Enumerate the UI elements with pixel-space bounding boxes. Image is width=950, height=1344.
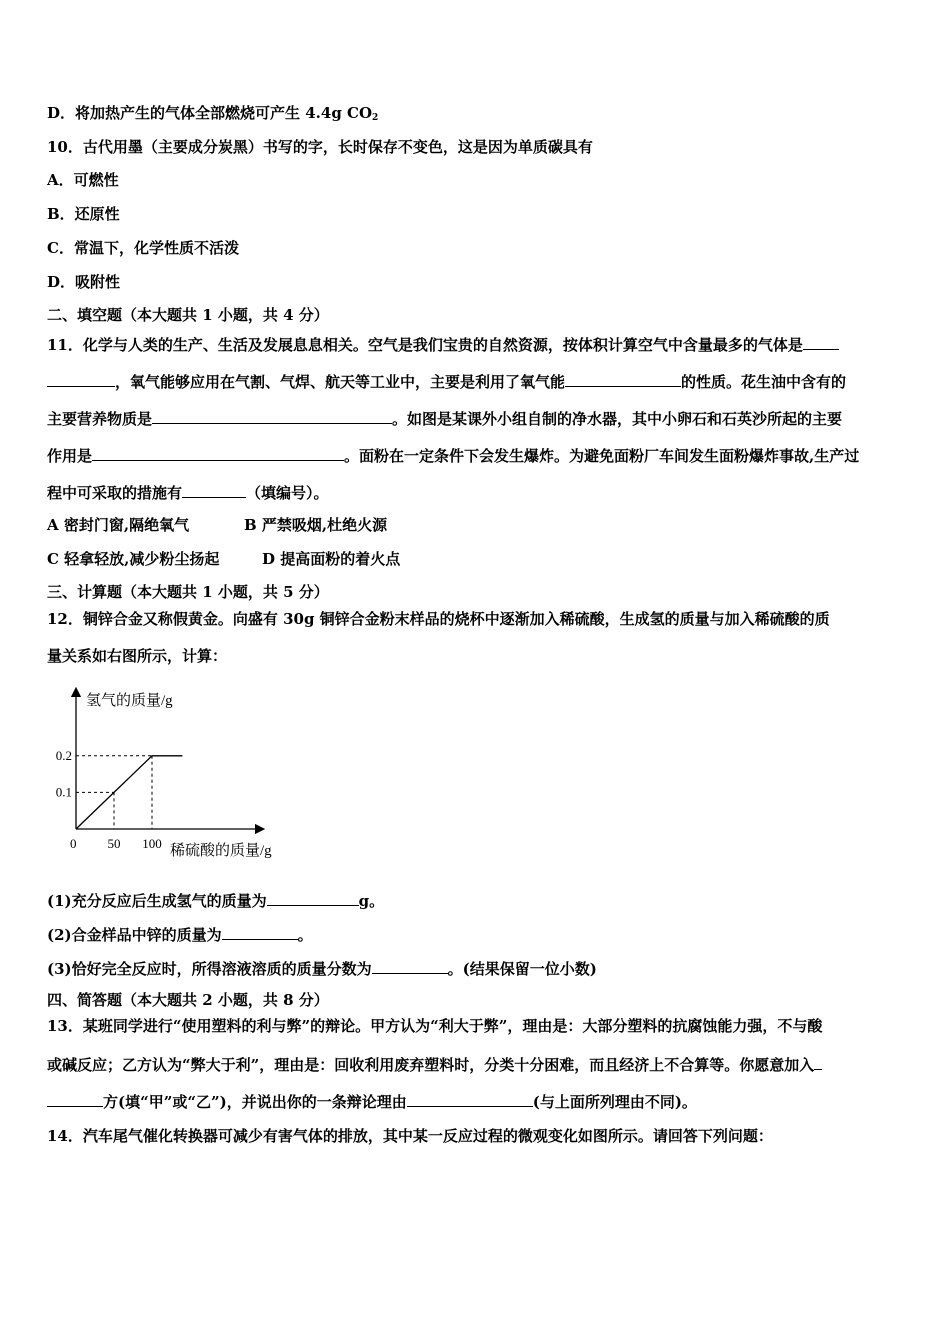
answer-blank[interactable] <box>803 333 839 350</box>
x-tick-labels <box>108 836 162 851</box>
answer-blank[interactable] <box>47 370 115 387</box>
section-3-heading: 三、计算题（本大题共 1 小题，共 5 分） <box>47 583 329 601</box>
q13-line-2-text: 或碱反应；乙方认为“弊大于利”，理由是：回收利用废弃塑料时，分类十分困难，而且经济上不合算等。你愿意加入 <box>47 1056 815 1074</box>
q12-sub-1-text-b: g。 <box>358 892 385 910</box>
q12-sub-3 <box>47 957 597 979</box>
y-tick-labels <box>56 748 72 800</box>
q12-sub-3-text-b: 。(结果保留一位小数) <box>447 960 597 978</box>
q11-line-2-text-b: 的性质。花生油中含有的 <box>681 373 847 391</box>
q14-line-1: 14．汽车尾气催化转换器可减少有害气体的排放，其中某一反应过程的微观变化如图所示。请回答下列问题： <box>47 1127 773 1145</box>
q13-line-2 <box>47 1053 822 1075</box>
q9-option-d-text: D．将加热产生的气体全部燃烧可产生 4.4g CO <box>47 104 373 122</box>
y-tick-label: 0.1 <box>55 784 72 800</box>
q11-line-4-text-a: 作用是 <box>47 447 93 465</box>
answer-blank[interactable] <box>565 370 681 387</box>
q10-option-d: D．吸附性 <box>47 273 121 291</box>
q12-sub-2 <box>47 923 313 945</box>
q11-line-1-text: 11．化学与人类的生产、生活及发展息息相关。空气是我们宝贵的自然资源，按体积计算空气中含量最多的气体是 <box>47 336 803 354</box>
q11-line-2-text-a: ，氧气能够应用在气割、气焊、航天等工业中，主要是利用了氧气能 <box>115 373 566 391</box>
q11-line-2 <box>47 370 846 392</box>
answer-blank[interactable] <box>372 957 448 974</box>
q11-line-1 <box>47 333 839 355</box>
q11-line-4 <box>47 444 859 466</box>
q11-line-5-text-b: （填编号）。 <box>246 484 329 502</box>
y-axis-label: 氢气的质量/g <box>86 693 173 709</box>
hydrogen-mass-chart <box>40 680 310 865</box>
q9-option-d <box>47 103 378 128</box>
q10-stem: 10．古代用墨（主要成分炭黑）书写的字，长时保存不变色，这是因为单质碳具有 <box>47 138 593 156</box>
q11-line-3 <box>47 407 842 429</box>
answer-blank[interactable] <box>222 923 298 940</box>
x-axis-label: 稀硫酸的质量/g <box>170 843 272 859</box>
q11-line-4-text-b: 。面粉在一定条件下会发生爆炸。为避免面粉厂车间发生面粉爆炸事故,生产过 <box>344 447 860 465</box>
q11-line-5-text-a: 程中可采取的措施有 <box>47 484 183 502</box>
answer-blank[interactable] <box>814 1053 822 1070</box>
q13-line-1: 13．某班同学进行“使用塑料的利与弊”的辩论。甲方认为“利大于弊”，理由是：大部分塑料的抗腐蚀能力强，不与酸 <box>47 1017 823 1035</box>
q11-option-a: A 密封门窗,隔绝氧气 <box>47 516 190 534</box>
section-4-heading: 四、简答题（本大题共 2 小题，共 8 分） <box>47 991 329 1009</box>
q12-line-1: 12．铜锌合金又称假黄金。向盛有 30g 铜锌合金粉末样品的烧杯中逐渐加入稀硫酸，生成氢的质量与加入稀硫酸的质 <box>47 610 830 628</box>
q12-sub-1-text-a: (1)充分反应后生成氢气的质量为 <box>47 892 267 910</box>
q12-sub-3-text-a: (3)恰好完全反应时，所得溶液溶质的质量分数为 <box>47 960 372 978</box>
x-tick-label: 50 <box>107 836 121 851</box>
answer-blank[interactable] <box>407 1090 533 1107</box>
q12-sub-2-text-b: 。 <box>297 926 313 944</box>
answer-blank[interactable] <box>152 407 392 424</box>
section-2-heading: 二、填空题（本大题共 1 小题，共 4 分） <box>47 306 329 324</box>
q13-line-3-text-a: 方(填“甲”或“乙”)，并说出你的一条辩论理由 <box>103 1093 407 1111</box>
q11-option-b: B 严禁吸烟,杜绝火源 <box>244 516 388 534</box>
q11-line-5 <box>47 481 329 503</box>
answer-blank[interactable] <box>47 1090 103 1107</box>
q12-sub-2-text-a: (2)合金样品中锌的质量为 <box>47 926 222 944</box>
q10-option-c: C．常温下，化学性质不活泼 <box>47 239 239 257</box>
q13-line-3 <box>47 1090 697 1112</box>
origin-label: 0 <box>70 836 77 851</box>
q10-option-a: A．可燃性 <box>47 171 119 189</box>
q11-option-d: D 提高面粉的着火点 <box>262 550 401 568</box>
q12-line-2: 量关系如右图所示，计算： <box>47 647 228 665</box>
y-tick-label: 0.2 <box>55 747 72 763</box>
answer-blank[interactable] <box>182 481 246 498</box>
answer-blank[interactable] <box>267 889 359 906</box>
q11-line-3-text-a: 主要营养物质是 <box>47 410 153 428</box>
q13-line-3-text-b: (与上面所列理由不同)。 <box>532 1093 697 1111</box>
q11-option-c: C 轻拿轻放,减少粉尘扬起 <box>47 550 220 568</box>
q10-option-b: B．还原性 <box>47 205 120 223</box>
series-line <box>76 756 182 829</box>
q12-sub-1 <box>47 889 384 911</box>
answer-blank[interactable] <box>92 444 344 461</box>
co2-subscript: 2 <box>372 113 379 123</box>
q11-line-3-text-b: 。如图是某课外小组自制的净水器，其中小卵石和石英沙所起的主要 <box>392 410 843 428</box>
x-tick-label: 100 <box>142 836 162 851</box>
